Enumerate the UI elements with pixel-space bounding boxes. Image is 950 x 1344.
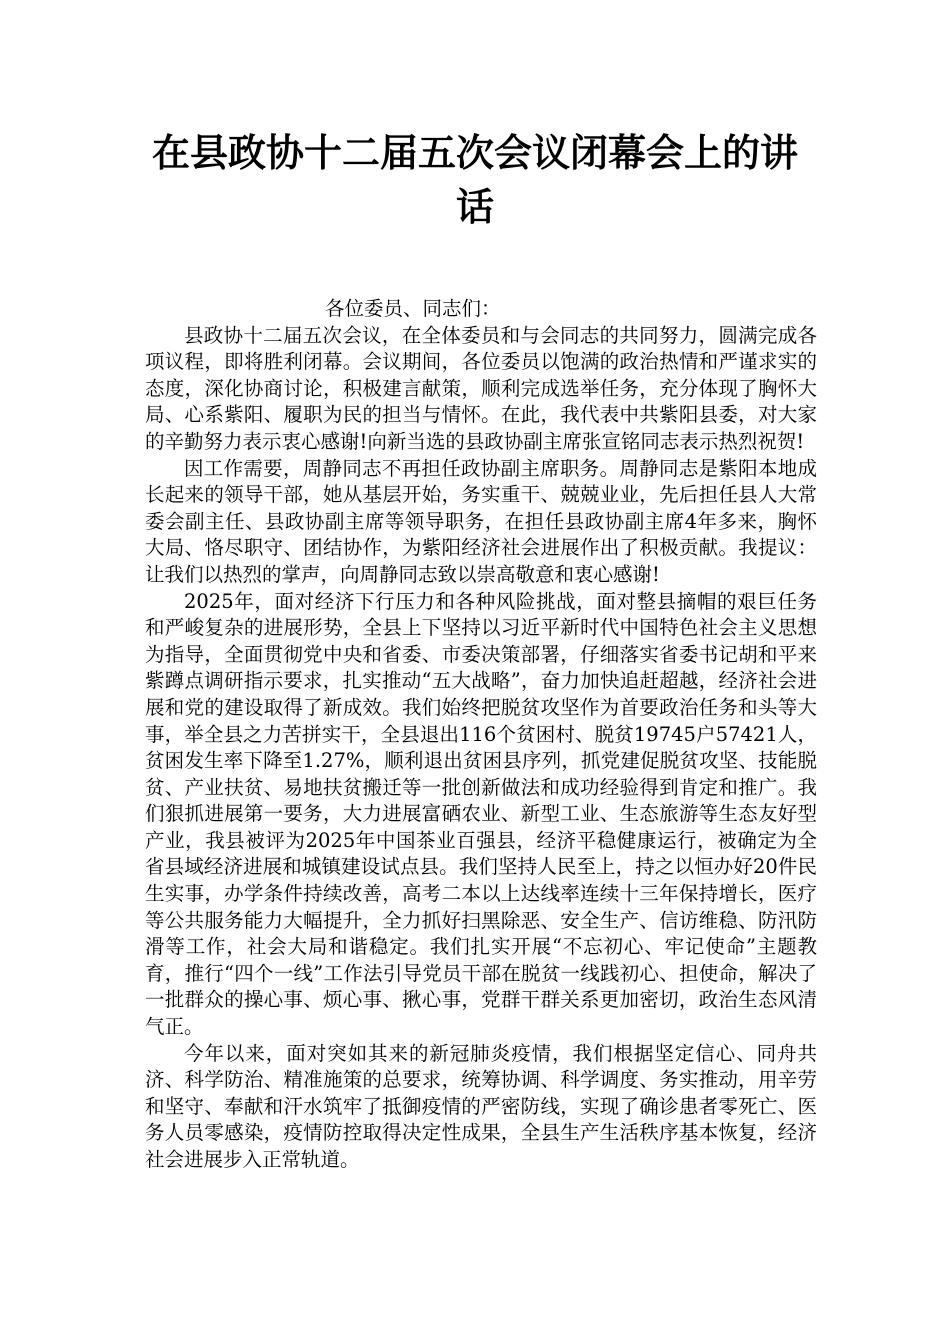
document-body: [145, 296, 817, 1174]
paragraph-2: 因工作需要，周静同志不再担任政协副主席职务。周静同志是紫阳本地成长起来的领导干部，她从基层开始，务实重干、兢兢业业，先后担任县人大常委会副主任、县政协副主席等领导职务，在担任县政协副主席4年多来，胸怀大局、恪尽职守、团结协作，为紫阳经济社会进展作出了积极贡献。我提议：让我们以热烈的掌声，向周静同志致以崇高敬意和衷心感谢!: [145, 456, 817, 586]
document-title: 在县政协十二届五次会议闭幕会上的讲话: [151, 131, 798, 229]
paragraph-3: 2025年，面对经济下行压力和各种风险挑战，面对整县摘帽的艰巨任务和严峻复杂的进展形势，全县上下坚持以习近平新时代中国特色社会主义思想为指导，全面贯彻党中央和省委、市委决策部署，仔细落实省委书记胡和平来紫蹲点调研指示要求，扎实推动“五大战略”，奋力加快追赶超越，经济社会进展和党的建设取得了新成效。我们始终把脱贫攻坚作为首要政治任务和头等大事，举全县之力苦拼实干，全县退出116个贫困村、脱贫19745户57421人，贫困发生率下降至1.27%，顺利退出贫困县序列，抓党建促脱贫攻坚、技能脱贫、产业扶贫、易地扶贫搬迁等一批创新做法和成功经验得到肯定和推广。我们狠抓进展第一要务，大力进展富硒农业、新型工业、生态旅游等生态友好型产业，我县被评为2025年中国茶业百强县，经济平稳健康运行，被确定为全省县域经济进展和城镇建设试点县。我们坚持人民至上，持之以恒办好20件民生实事，办学条件持续改善，高考二本以上达线率连续十三年保持增长，医疗等公共服务能力大幅提升，全力抓好扫黑除恶、安全生产、信访维稳、防汛防滑等工作，社会大局和谐稳定。我们扎实开展“不忘初心、牢记使命”主题教育，推行“四个一线”工作法引导党员干部在脱贫一线践初心、担使命，解决了一批群众的操心事、烦心事、揪心事，党群干群关系更加密切，政治生态风清气正。: [145, 589, 817, 1039]
paragraph-4: 今年以来，面对突如其来的新冠肺炎疫情，我们根据坚定信心、同舟共济、科学防治、精准施策的总要求，统筹协调、科学调度、务实推动，用辛劳和坚守、奉献和汗水筑牢了抵御疫情的严密防线，实现了确诊患者零死亡、医务人员零感染，疫情防控取得决定性成果，全县生产生活秩序基本恢复，经济社会进展步入正常轨道。: [145, 1041, 817, 1171]
paragraph-1: 县政协十二届五次会议，在全体委员和与会同志的共同努力，圆满完成各项议程，即将胜利闭幕。会议期间，各位委员以饱满的政治热情和严谨求实的态度，深化协商讨论，积极建言献策，顺利完成选举任务，充分体现了胸怀大局、心系紫阳、履职为民的担当与情怀。在此，我代表中共紫阳县委，对大家的辛勤努力表示衷心感谢!向新当选的县政协副主席张宣铭同志表示热烈祝贺!: [145, 323, 817, 453]
salutation: 各位委员、同志们：: [325, 297, 501, 320]
